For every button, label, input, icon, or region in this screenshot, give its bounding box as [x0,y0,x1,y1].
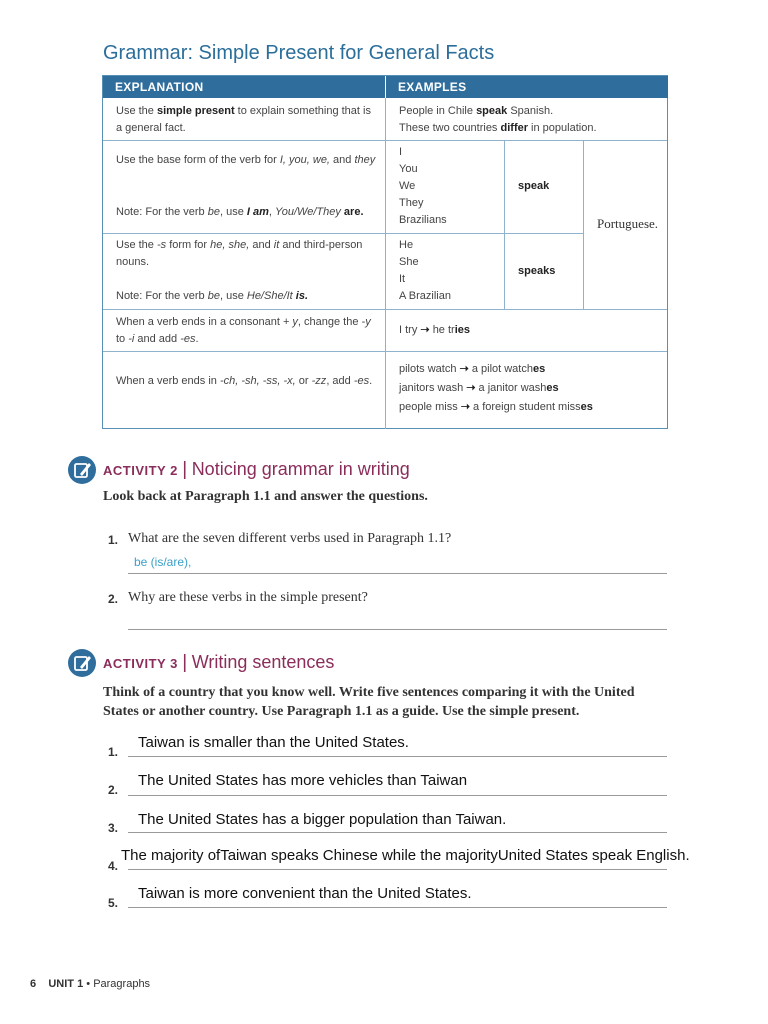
answer-number: 4. [108,859,119,873]
row3-explanation: Use the -s form for he, she, and it and third-person nouns. [116,239,363,268]
activity3-label: ACTIVITY 3 [103,656,178,671]
answer-line[interactable] [128,756,667,757]
answer-number: 3. [108,821,119,835]
question-1-example: be (is/are), [134,555,192,569]
answer-number: 5. [108,896,119,910]
grammar-table [102,75,668,429]
answer-number: 2. [108,783,119,797]
row2-explanation: Use the base form of the verb for I, you, we, and they [116,154,376,166]
row4-explanation: When a verb ends in a consonant + y, change the -y to -i and add -es. [116,316,371,345]
row5-example-1: pilots watch ➝ a pilot watches [399,363,546,375]
column-divider [583,140,584,309]
object-cell: Portuguese. [597,216,659,231]
answer-line[interactable] [128,795,667,796]
answer-line[interactable] [128,907,667,908]
question-number: 1. [108,533,119,547]
answer-text[interactable]: Taiwan is more convenient than the United States. [138,885,472,902]
question-number: 2. [108,592,119,606]
row5-explanation: When a verb ends in -ch, -sh, -ss, -x, or -zz, add -es. [116,375,373,387]
answer-line[interactable] [128,869,667,870]
row3-verb: speaks [518,265,556,277]
activity2-label: ACTIVITY 2 [103,463,178,478]
row-divider [103,351,667,352]
page-footer [30,978,150,990]
row5-examples [399,360,593,417]
answer-text[interactable]: The United States has more vehicles than Taiwan [138,772,468,789]
activity3-instruction: Think of a country that you know well. Write five sentences comparing it with the United States or another country. Use Paragraph 1.1 as a guide. Use the simple present. [103,685,635,719]
row1-examples: People in Chile speak Spanish. These two countries differ in population. [399,105,597,134]
question-1: What are the seven different verbs used in Paragraph 1.1? [128,531,452,546]
activity2-header [103,459,410,481]
activity2-instruction: Look back at Paragraph 1.1 and answer the questions. [103,489,428,504]
answer-line[interactable] [128,629,667,630]
right-arrow-icon: ➝ [459,363,469,375]
row2-verb: speak [518,180,550,192]
activity2-separator: | [182,459,188,480]
answer-number: 1. [108,745,119,759]
answer-line[interactable] [128,573,667,574]
row-divider [103,140,667,141]
row1-explanation: Use the simple present to explain something that is a general fact. [116,105,371,134]
row3-subjects: He She It A Brazilian [399,239,451,302]
grammar-title: Grammar: Simple Present for General Facts [103,42,495,64]
answer-text[interactable]: The United States has a bigger population than Taiwan. [138,811,507,828]
activity3-header [103,652,334,674]
footer-bullet: • [86,978,91,990]
question-2: Why are these verbs in the simple present? [128,590,368,605]
row4-example: I try ➝ he tries [399,324,470,336]
answer-text[interactable]: Taiwan is smaller than the United States. [138,734,409,751]
right-arrow-icon: ➝ [460,401,470,413]
answer-text[interactable]: The majority ofTaiwan speaks Chinese while the majorityUnited States speak English. [121,847,690,864]
answer-line[interactable] [128,832,667,833]
activity3-separator: | [182,652,188,673]
column-divider [385,98,386,429]
pencil-note-icon [68,649,96,677]
pencil-note-icon [68,456,96,484]
activity3-title: Writing sentences [191,652,335,672]
unit-label: UNIT 1 [48,978,84,990]
page-number: 6 [30,978,37,990]
row2-subjects: I You We They Brazilians [399,146,447,226]
row5-example-3: people miss ➝ a foreign student misses [399,401,593,413]
table-header-examples: EXAMPLES [386,76,668,98]
right-arrow-icon: ➝ [420,324,430,336]
row-divider [103,233,583,234]
row3-note: Note: For the verb be, use He/She/It is. [116,290,309,302]
right-arrow-icon: ➝ [466,382,476,394]
activity2-title: Noticing grammar in writing [191,459,410,479]
row5-example-2: janitors wash ➝ a janitor washes [399,382,559,394]
row2-note: Note: For the verb be, use I am, You/We/They are. [116,206,364,218]
row-divider [103,309,667,310]
table-header-explanation: EXPLANATION [103,76,385,98]
section-label: Paragraphs [93,978,151,990]
column-divider [504,140,505,309]
